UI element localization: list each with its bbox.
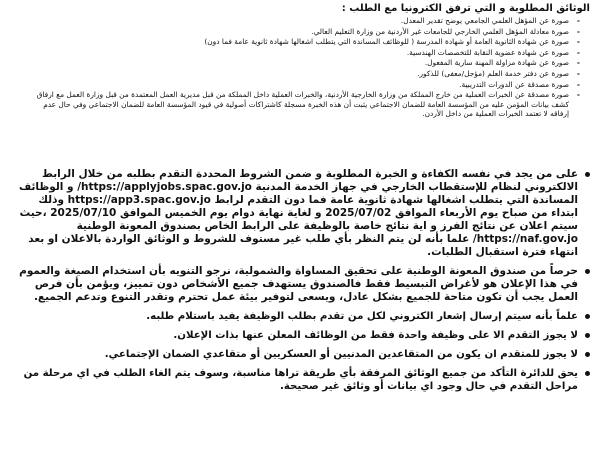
conditions-list (10, 168, 592, 393)
bullet-dot-icon (585, 269, 590, 274)
bullet-dot-icon (585, 352, 590, 357)
single-job-rule-item (10, 329, 592, 342)
notification-item (10, 310, 592, 323)
bullet-dot-icon (585, 371, 590, 376)
bullet-dot-icon (585, 314, 590, 319)
equality-statement-text: حرصاً من صندوق المعونة الوطنية على تحقيق المساواة والشمولية، نرجو التنويه بأن استخدام الصيغة والعموم في هذا الإعلان هو لأغراض التبسيط فقط فالصندوق يستهدف جميع الأشخاص دون تمييز، ويؤمن بأن فرص العمل يجب أن تكون متاحة للجميع بشكل عادل، ويسعى لتوفير بيئة عمل تحترم وتقدر التنوع وتدعم الجميع. (19, 265, 578, 303)
document-item: - صورة مصدقة عن الخبرات العملية من خارج المملكة من وزارة الخارجية الأردنية، والخبرات العملية داخل المملكة من قبل مديرية العمل المعتمدة من قبل وزارة العمل مع ارفاق كشف بيانات المؤمن عليه من المؤسسة العامة للضمان الاجتماعي يثبت أن هذه الخبرة مسجلة كاشتراكات أصولية في قيود المؤسسة العامة للضمان الاجتماعي وفي حال عدم إرفاقه لا تعتمد الخبرات العملية من داخل الأردن. (24, 90, 580, 119)
document-item: - صورة عن شهادة عضوية النقابة للتخصصات الهندسية. (24, 48, 580, 59)
single-job-rule-text: لا يجوز التقدم الا على وظيفة واحدة فقط من الوظائف المعلن عنها بذات الإعلان. (173, 330, 578, 341)
document-item: - صورة عن شهادة مزاولة المهنة سارية المفعول. (24, 58, 580, 69)
verification-rule-text: يحق للدائرة التأكد من جميع الوثائق المرفقة بأي طريقة تراها مناسبة، وسوف يتم الغاء الطلب في اي مرحلة من مراحل التقدم في حال وجود اي بيانات أو وثائق غير صحيحة. (23, 368, 578, 392)
document-item: - صورة عن دفتر خدمة العلم (مؤجل/معفى) للذكور. (24, 69, 580, 80)
document-item: - صورة عن شهادة الثانوية العامة أو شهادة المدرسة ( للوظائف المساندة التي يتطلب اشغالها شهادة ثانوية عامة فما دون) (24, 37, 580, 48)
document-item: - صورة معادلة المؤهل العلمي الخارجي للجامعات غير الأردنية من وزارة التعليم العالي. (24, 27, 580, 38)
required-documents-list (24, 16, 580, 119)
equality-statement-item (10, 265, 592, 304)
application-instructions-text: على من يجد في نفسه الكفاءة و الخبرة المطلوبة و ضمن الشروط المحددة التقدم بطلبه من خلال الرابط الالكتروني لنظام للإستقطاب الخارجي في جهاز الخدمة المدنية https://applyjobs.spac.gov.jo/ و الوظائف المساندة التي يتطلب اشغالها شهادة ثانوية عامة فما دون التقدم لرابط https://app3.spac.gov.jo وذلك ابتداء من صباح يوم الأربعاء الموافق 2025/07/02 و لغاية نهاية دوام يوم الخميس الموافق 2025/07/10 ،حيث سيتم اعلان عن نتائج الفرز و اية نتائج خاصة بالوظيفة على الرابط الخاص بصندوق المعونة الوطنية https://naf.gov.jo/ علما بأنه لن يتم النظر بأي طلب غير مستوف للشروط و الوثائق الواردة بالاعلان او بعد انتهاء فترة استقبال الطلبات. (18, 168, 578, 258)
application-instructions-item (10, 168, 592, 259)
bullet-dot-icon (585, 333, 590, 338)
retirees-rule-text: لا يجوز للمتقدم ان يكون من المتقاعدين المدنيين أو العسكريين أو متقاعدي الضمان الإجتماعي. (104, 349, 578, 360)
verification-rule-item (10, 367, 592, 393)
required-documents-heading: الوثائق المطلوبة و التي ترفق الكترونيا مع الطلب : (341, 3, 590, 14)
bullet-dot-icon (585, 172, 590, 177)
retirees-rule-item (10, 348, 592, 361)
document-item: - صورة مصدقة عن الدورات التدريبية. (24, 80, 580, 91)
document-item: - صورة عن المؤهل العلمي الجامعي يوضح تقدير المعدل. (24, 16, 580, 27)
notification-text: علماً بأنه سيتم إرسال إشعار الكتروني لكل من تقدم بطلب الوظيفة يفيد باستلام طلبه. (146, 311, 578, 322)
